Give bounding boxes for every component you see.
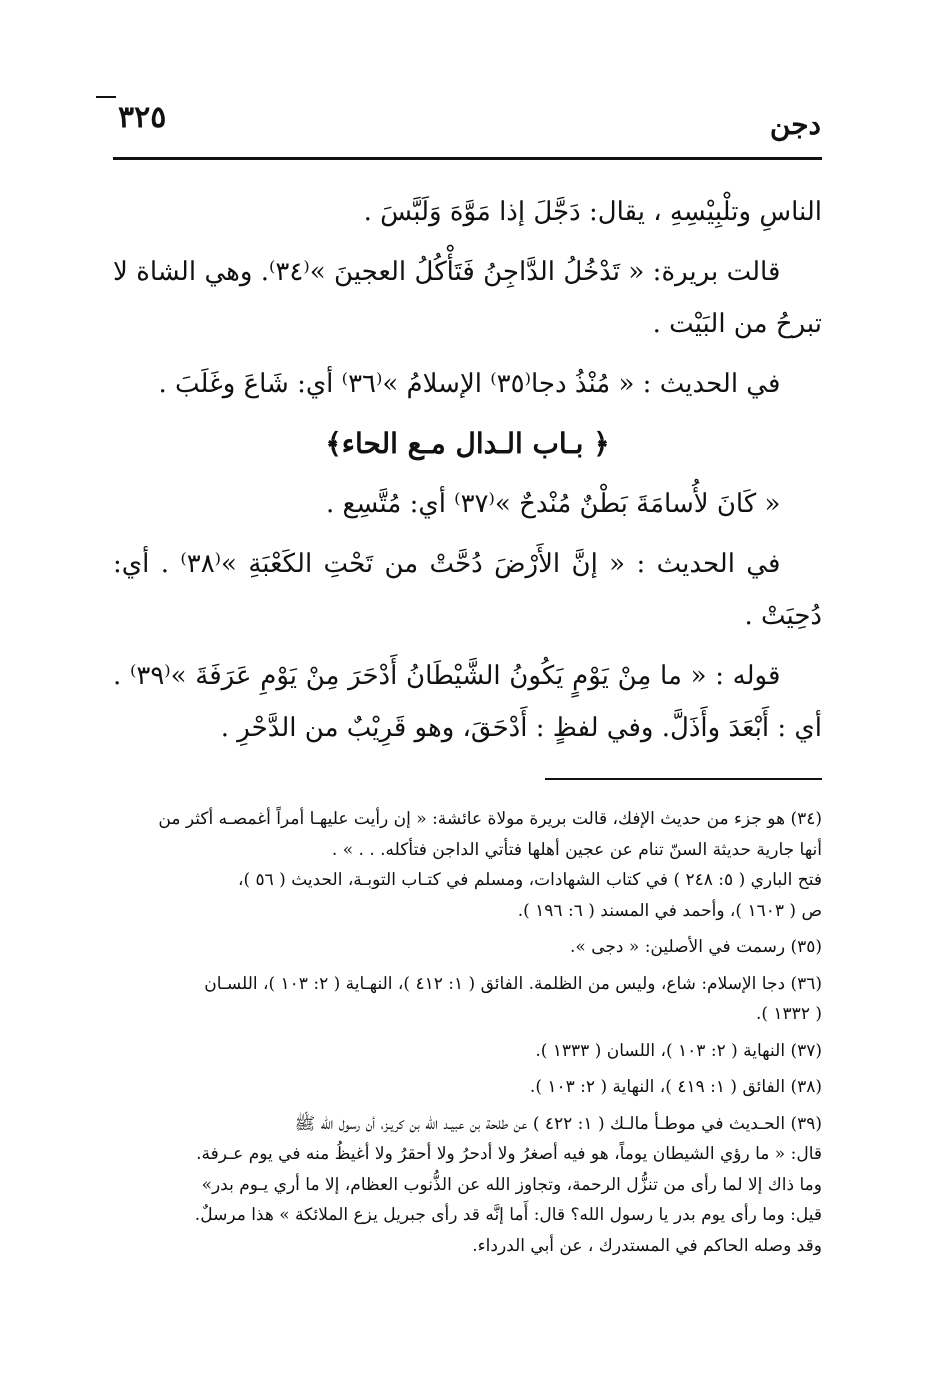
- chapter-title: ﴿ بـاب الـدال مـع الحاء﴾: [325, 427, 610, 460]
- header-tick-mark: [96, 96, 116, 98]
- paragraph-4: « كَانَ لأُسامَةَ بَطْنٌ مُنْدحٌ »⁽٣٧⁾ أي: مُتَّسِع .: [325, 489, 781, 519]
- paragraph-3: في الحديث : « مُنْذُ دجا⁽٣٥⁾ الإسلامُ »⁽٣٦⁾ أي: شَاعَ وغَلَبَ .: [158, 369, 781, 399]
- page-number: ٣٢٥: [118, 100, 167, 135]
- footnote-line: (٣٥) رسمت في الأصلين: « دجى ».: [570, 937, 822, 957]
- footnote-line: قال: « ما رؤي الشيطان يوماً، هو فيه أصغرُ ولا أدحرُ ولا أحقرُ ولا أغيظُ منه في يوم عـرفة.: [196, 1144, 822, 1164]
- footnotes: [113, 804, 822, 1267]
- footnote-36: [113, 969, 822, 1030]
- footnote-line: ص ( ١٦٠٣ )، وأحمد في المسند ( ٦: ١٩٦ ).: [517, 900, 822, 921]
- footnote-line: (٣٩) الحـديث في موطـأ مالـك ( ١: ٤٢٢ ) عن طلحة بن عبيـد الله بن كريـز، أن رسول الله ﷺ: [294, 1113, 822, 1134]
- paragraph-1: الناسِ وتلْبِيْسِهِ ، يقال: دَجَّلَ إذا مَوَّهَ وَلَبَّسَ .: [363, 197, 822, 227]
- paragraph-2: قالت بريرة: « تَدْخُلُ الدَّاجِنُ فَتَأْكُلُ العجينَ »⁽٣٤⁾. وهي الشاة لا تبرحُ من البَيْت .: [113, 257, 822, 339]
- footnote-line: وقد وصله الحاكم في المستدرك ، عن أبي الدرداء.: [472, 1235, 822, 1256]
- footnote-34: [113, 804, 822, 926]
- footnote-line: (٣٨) الفائق ( ١: ٤١٩ )، النهاية ( ٢: ١٠٣ ).: [529, 1077, 822, 1097]
- footnote-line: (٣٤) هو جزء من حديث الإفك، قالت بريرة مولاة عائشة: « إن رأيت عليهـا أمراً أغمصـه أكثر من: [158, 809, 822, 829]
- footnote-37: [113, 1036, 822, 1067]
- paragraph-6: قوله : « ما مِنْ يَوْمٍ يَكُونُ الشَّيْطَانُ أَدْحَرَ مِنْ يَوْمِ عَرَفَةَ »⁽٣٩⁾ . أي : أَبْعَدَ وأَذَلَّ. وفي لفظٍ : أَدْحَقَ، وهو قَرِيْبٌ من الدَّحْرِ .: [113, 661, 822, 743]
- footnote-39: [113, 1109, 822, 1262]
- footnote-line: ( ١٣٣٢ ).: [755, 1004, 822, 1024]
- running-head: دجن: [769, 108, 821, 141]
- footnote-separator: [545, 778, 822, 780]
- footnote-line: (٣٦) دجا الإسلام: شاع، وليس من الظلمة. الفائق ( ١: ٤١٢ )، النهـاية ( ٢: ١٠٣ )، اللسـان: [204, 973, 822, 994]
- footnote-35: [113, 932, 822, 963]
- footnote-line: (٣٧) النهاية ( ٢: ١٠٣ )، اللسان ( ١٣٣٣ ).: [535, 1040, 822, 1061]
- main-text: [113, 186, 822, 762]
- footnote-line: وما ذاك إلا لما رأى من تنزُّل الرحمة، وتجاوز الله عن الذُّنوب العظام، إلا ما أري يـوم بدر»: [201, 1174, 822, 1195]
- footnote-line: فتح الباري ( ٥: ٢٤٨ ) في كتاب الشهادات، ومسلم في كتـاب التوبـة، الحديث ( ٥٦ )،: [237, 870, 822, 890]
- footnote-line: أنها جارية حديثة السنّ تنام عن عجين أهلها فتأتي الداجن فتأكله. . . » .: [331, 839, 822, 860]
- footnote-line: قيل: وما رأى يوم بدر يا رسول الله؟ قال: أَما إنَّه قد رأى جبريل يزع الملائكة » هذا مرسلٌ.: [194, 1205, 822, 1225]
- paragraph-5: في الحديث : « إنَّ الأَرْضَ دُحَّتْ من تَحْتِ الكَعْبَةِ »⁽٣٨⁾ . أي: دُحِيَتْ .: [113, 549, 822, 631]
- footnote-38: [113, 1072, 822, 1103]
- header-rule: [113, 157, 822, 160]
